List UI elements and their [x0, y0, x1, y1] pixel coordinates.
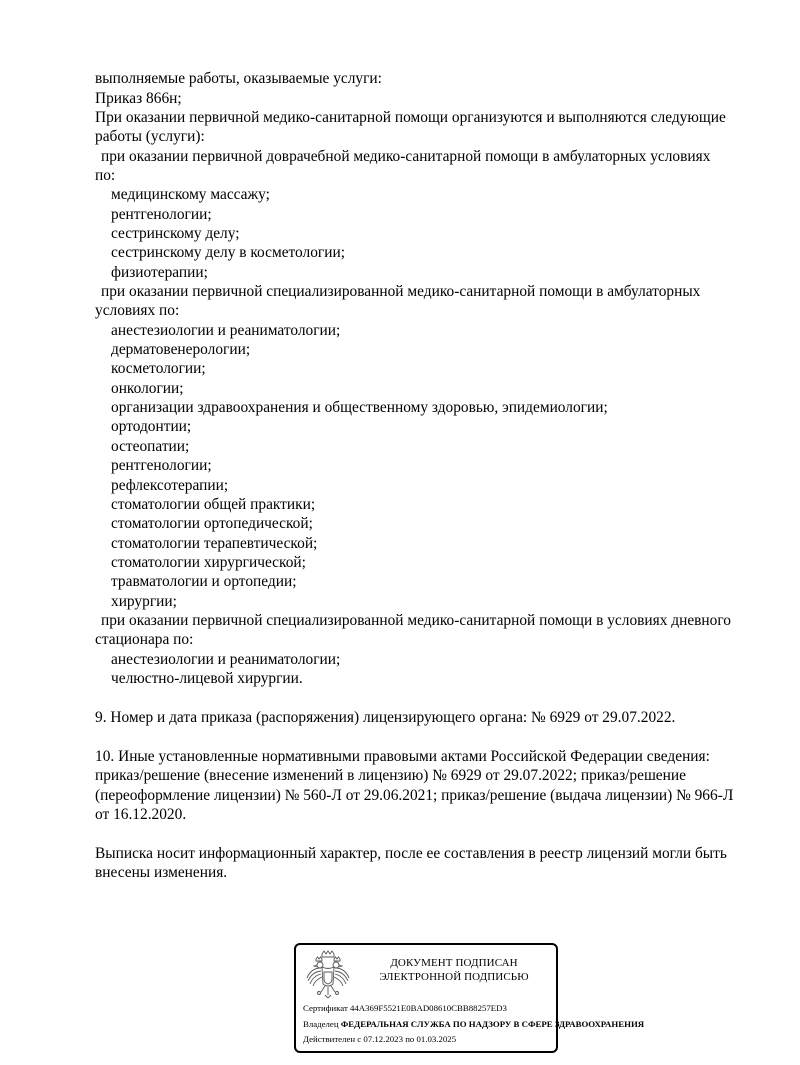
document-line: остеопатии; [111, 438, 190, 455]
document-line: по: [95, 167, 116, 184]
document-line: стоматологии ортопедической; [111, 515, 313, 532]
document-line: дерматовенерологии; [111, 341, 251, 358]
document-line: сестринскому делу в косметологии; [111, 244, 345, 261]
valid-label: Действителен с [303, 1034, 362, 1044]
document-line: 9. Номер и дата приказа (распоряжения) лицензирующего органа: № 6929 от 29.07.2022. [95, 709, 676, 726]
document-line: стационара по: [95, 631, 194, 648]
document-line: условиях по: [95, 302, 180, 319]
stamp-title-line-1: ДОКУМЕНТ ПОДПИСАН [390, 957, 518, 969]
coat-of-arms-icon [303, 950, 353, 1000]
document-line: рентгенологии; [111, 457, 212, 474]
document-line: 10. Иные установленные нормативными правовыми актами Российской Федерации сведения: [95, 748, 710, 765]
document-line: Выписка носит информационный характер, после ее составления в реестр лицензий могли быть [95, 845, 727, 862]
document-line: при оказании первичной специализированной медико-санитарной помощи в условиях дневного [101, 612, 731, 629]
document-line: При оказании первичной медико-санитарной помощи организуются и выполняются следующие [95, 109, 726, 126]
document-line: при оказании первичной доврачебной медико-санитарной помощи в амбулаторных условиях [101, 148, 711, 165]
document-line: работы (услуги): [95, 128, 205, 145]
valid-to-label: по [405, 1034, 415, 1044]
document-line: ортодонтии; [111, 418, 192, 435]
owner-label: Владелец [303, 1019, 339, 1029]
document-line: косметологии; [111, 360, 206, 377]
document-line: выполняемые работы, оказываемые услуги: [95, 70, 382, 87]
document-line: стоматологии общей практики; [111, 496, 316, 513]
certificate-label: Сертификат [303, 1003, 348, 1013]
valid-from: 07.12.2023 [363, 1034, 403, 1044]
document-line: рефлексотерапии; [111, 477, 229, 494]
document-line: анестезиологии и реаниматологии; [111, 651, 341, 668]
stamp-certificate [303, 1003, 507, 1014]
document-line: рентгенологии; [111, 206, 212, 223]
stamp-validity [303, 1034, 456, 1045]
document-line: от 16.12.2020. [95, 806, 187, 823]
document-line: организации здравоохранения и общественному здоровью, эпидемиологии; [111, 399, 608, 416]
document-line: стоматологии хирургической; [111, 554, 306, 571]
document-line: сестринскому делу; [111, 225, 240, 242]
owner-value: ФЕДЕРАЛЬНАЯ СЛУЖБА ПО НАДЗОРУ В СФЕРЕ ЗДРАВООХРАНЕНИЯ [340, 1019, 645, 1029]
document-line: травматологии и ортопедии; [111, 573, 297, 590]
document-line: медицинскому массажу; [111, 186, 270, 203]
document-line: стоматологии терапевтической; [111, 535, 318, 552]
document-line: внесены изменения. [95, 864, 228, 881]
document-line: приказ/решение (внесение изменений в лицензию) № 6929 от 29.07.2022; приказ/решение [95, 767, 686, 784]
document-line: анестезиологии и реаниматологии; [111, 322, 341, 339]
document-line: онкологии; [111, 380, 184, 397]
stamp-title-line-2: ЭЛЕКТРОННОЙ ПОДПИСЬЮ [379, 971, 529, 983]
document-line: при оказании первичной специализированной медико-санитарной помощи в амбулаторных [101, 283, 701, 300]
stamp-owner [303, 1019, 644, 1030]
certificate-value: 44A369F5521E0BAD08610CBB88257ED3 [350, 1003, 507, 1013]
document-line: хирургии; [111, 593, 177, 610]
document-line: физиотерапии; [111, 264, 208, 281]
valid-to: 01.03.2025 [416, 1034, 457, 1044]
document-line: челюстно-лицевой хирургии. [111, 670, 303, 687]
document-line: Приказ 866н; [95, 90, 182, 107]
signature-stamp [294, 943, 645, 1053]
document-line: (переоформление лицензии) № 560-Л от 29.06.2021; приказ/решение (выдача лицензии) № 966-Л [95, 787, 734, 804]
